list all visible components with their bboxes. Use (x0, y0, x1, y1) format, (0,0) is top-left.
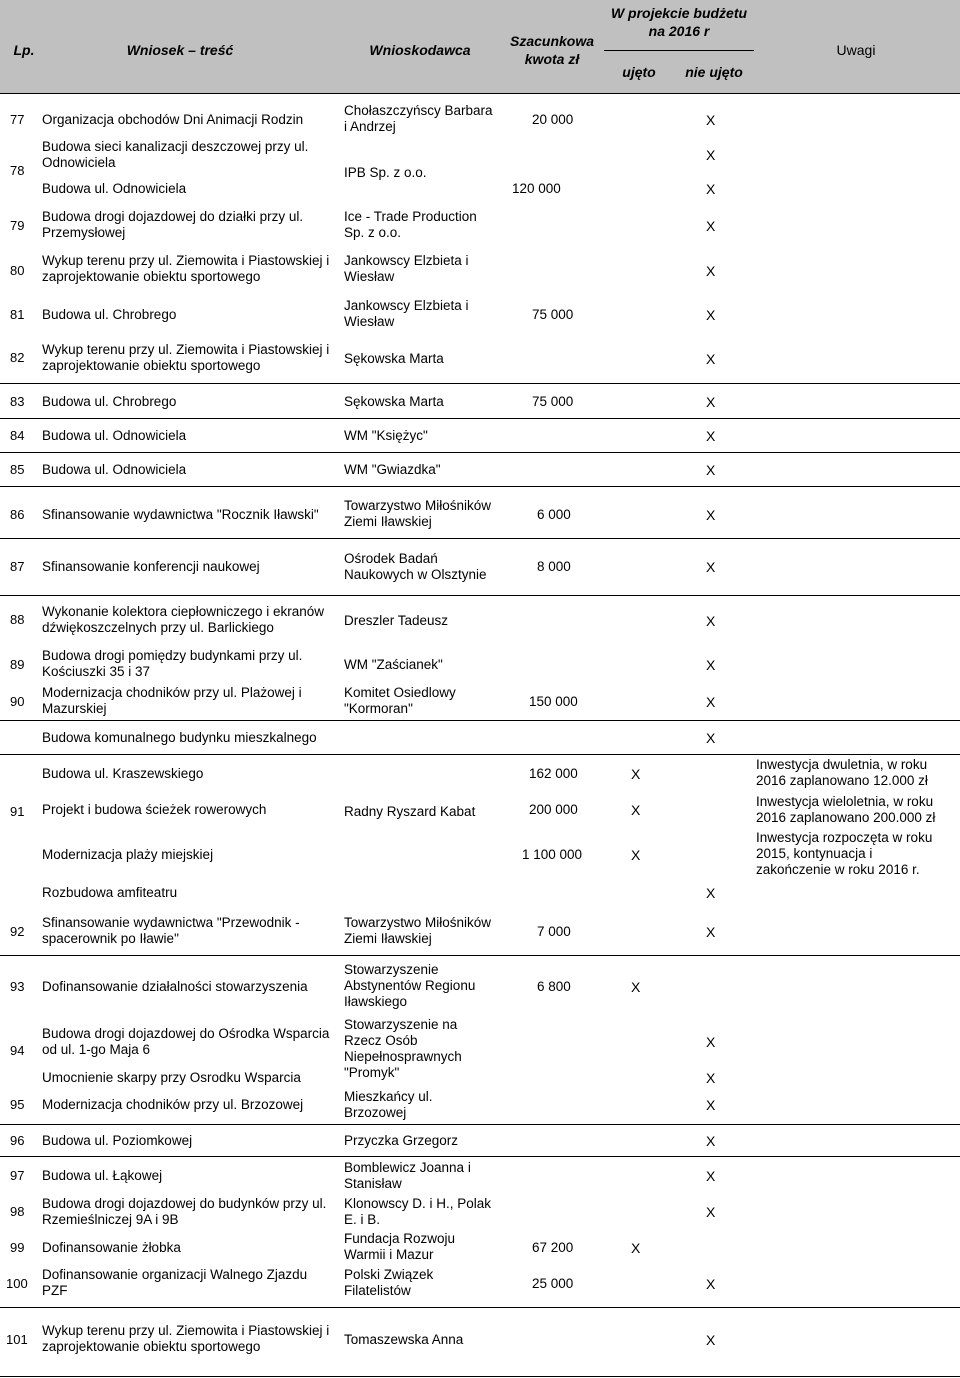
row-94-not-included: X (706, 1034, 716, 1050)
row-94b-not-included: X (706, 1070, 716, 1086)
row-84-not-included: X (706, 428, 716, 444)
row-90-request: Modernizacja chodników przy ul. Plażowej i Mazurskiej (42, 685, 302, 716)
row-87-applicant: Ośrodek Badań Naukowych w Olsztynie (344, 551, 487, 582)
row-88-applicant: Dreszler Tadeusz (344, 613, 449, 628)
row-95-request: Modernizacja chodników przy ul. Brzozowej (42, 1097, 304, 1112)
row-77-applicant: Chołaszczyńscy Barbara i Andrzej (344, 103, 493, 134)
header-estimate: Szacunkowa kwota zł (509, 33, 595, 67)
row-87-request: Sfinansowanie konferencji naukowej (42, 559, 260, 574)
row-80-not-included: X (706, 263, 716, 279)
row-98-request: Budowa drogi dojazdowej do budynków przy ul. Rzemieślniczej 9A i 9B (42, 1196, 327, 1227)
row-84-request: Budowa ul. Odnowiciela (42, 428, 187, 443)
row-91d-included: X (631, 847, 641, 863)
row-94b-request: Umocnienie skarpy przy Osrodku Wsparcia (42, 1070, 301, 1085)
row-divider (0, 486, 960, 487)
row-divider (0, 754, 960, 755)
row-83-not-included: X (706, 394, 716, 410)
row-83-amount: 75 000 (532, 394, 574, 409)
row-81-lp: 81 (10, 307, 25, 322)
row-78-not-included: X (706, 147, 716, 163)
row-89-applicant: WM "Zaścianek" (344, 657, 443, 672)
row-94-request: Budowa drogi dojazdowej do Ośrodka Wsparcia od ul. 1-go Maja 6 (42, 1026, 330, 1057)
row-95-lp: 95 (10, 1097, 25, 1112)
row-83-lp: 83 (10, 394, 25, 409)
row-97-request: Budowa ul. Łąkowej (42, 1168, 163, 1183)
row-82-not-included: X (706, 351, 716, 367)
header-divider (604, 50, 754, 51)
row-98-lp: 98 (10, 1204, 25, 1219)
row-91a-not-included: X (706, 730, 716, 746)
header-included: ujęto (622, 64, 656, 80)
row-93-request: Dofinansowanie działalności stowarzyszenia (42, 979, 308, 994)
row-divider (0, 93, 960, 94)
row-96-request: Budowa ul. Poziomkowej (42, 1133, 193, 1148)
row-97-not-included: X (706, 1168, 716, 1184)
row-91b-amount: 162 000 (529, 766, 578, 781)
row-99-amount: 67 200 (532, 1240, 574, 1255)
row-93-lp: 93 (10, 979, 25, 994)
row-93-amount: 6 800 (537, 979, 571, 994)
row-79-applicant: Ice - Trade Production Sp. z o.o. (344, 209, 477, 240)
row-91-lp: 91 (10, 804, 25, 819)
row-97-applicant: Bomblewicz Joanna i Stanisław (344, 1160, 471, 1191)
row-92-lp: 92 (10, 924, 25, 939)
row-81-request: Budowa ul. Chrobrego (42, 307, 177, 322)
row-82-request: Wykup terenu przy ul. Ziemowita i Piastowskiej i zaprojektowanie obiektu sportowego (42, 342, 330, 373)
row-divider (0, 1124, 960, 1125)
row-90-amount: 150 000 (529, 694, 578, 709)
row-94-lp: 94 (10, 1043, 25, 1058)
row-85-applicant: WM "Gwiazdka" (344, 462, 441, 477)
row-78b-amount: 120 000 (512, 181, 561, 196)
row-divider (0, 1376, 960, 1377)
row-88-request: Wykonanie kolektora ciepłowniczego i ekranów dźwiękoszczelnych przy ul. Barlickiego (42, 604, 325, 635)
row-91d-remark: Inwestycja rozpoczęta w roku 2015, kontynuacja i zakończenie w roku 2016 r. (756, 830, 933, 877)
row-87-not-included: X (706, 559, 716, 575)
row-100-lp: 100 (6, 1276, 28, 1291)
row-divider (0, 418, 960, 419)
row-77-lp: 77 (10, 112, 25, 127)
row-89-not-included: X (706, 657, 716, 673)
row-86-amount: 6 000 (537, 507, 571, 522)
row-78b-not-included: X (706, 181, 716, 197)
row-100-not-included: X (706, 1276, 716, 1292)
row-91-applicant: Radny Ryszard Kabat (344, 804, 476, 819)
row-89-request: Budowa drogi pomiędzy budynkami przy ul. Kościuszki 35 i 37 (42, 648, 303, 679)
row-94-applicant: Stowarzyszenie na Rzecz Osób Niepełnosprawnych "Promyk" (344, 1017, 462, 1080)
row-96-applicant: Przyczka Grzegorz (344, 1133, 459, 1148)
row-divider (0, 1156, 960, 1157)
row-96-not-included: X (706, 1133, 716, 1149)
row-98-not-included: X (706, 1204, 716, 1220)
row-79-request: Budowa drogi dojazdowej do działki przy ul. Przemysłowej (42, 209, 304, 240)
row-divider (0, 538, 960, 539)
header-lp: Lp. (13, 42, 35, 58)
row-90-not-included: X (706, 694, 716, 710)
row-91b-request: Budowa ul. Kraszewskiego (42, 766, 204, 781)
row-91b-included: X (631, 766, 641, 782)
row-86-request: Sfinansowanie wydawnictwa "Rocznik Iławski" (42, 507, 319, 522)
row-78-request: Budowa sieci kanalizacji deszczowej przy ul. Odnowiciela (42, 139, 309, 170)
row-87-lp: 87 (10, 559, 25, 574)
row-79-not-included: X (706, 218, 716, 234)
row-divider (0, 955, 960, 956)
row-85-lp: 85 (10, 462, 25, 477)
row-100-request: Dofinansowanie organizacji Walnego Zjazdu PZF (42, 1267, 308, 1298)
row-divider (0, 1307, 960, 1308)
row-divider (0, 383, 960, 384)
table-header (0, 0, 960, 93)
row-91c-request: Projekt i budowa ścieżek rowerowych (42, 802, 267, 817)
row-100-amount: 25 000 (532, 1276, 574, 1291)
row-77-not-included: X (706, 112, 716, 128)
row-101-not-included: X (706, 1332, 716, 1348)
row-81-not-included: X (706, 307, 716, 323)
row-92-request: Sfinansowanie wydawnictwa "Przewodnik - spacerownik po Iławie" (42, 915, 300, 946)
row-93-applicant: Stowarzyszenie Abstynentów Regionu Iławskiego (344, 962, 476, 1009)
header-not-included: nie ujęto (685, 64, 743, 80)
row-95-not-included: X (706, 1097, 716, 1113)
row-92-amount: 7 000 (537, 924, 571, 939)
row-86-applicant: Towarzystwo Miłośników Ziemi Iławskiej (344, 498, 492, 529)
row-78-applicant: IPB Sp. z o.o. (344, 165, 427, 180)
row-77-amount: 20 000 (532, 112, 574, 127)
row-101-request: Wykup terenu przy ul. Ziemowita i Piastowskiej i zaprojektowanie obiektu sportowego (42, 1323, 330, 1354)
row-87-amount: 8 000 (537, 559, 571, 574)
row-97-lp: 97 (10, 1168, 25, 1183)
row-91d-request: Modernizacja plaży miejskiej (42, 847, 214, 862)
row-85-not-included: X (706, 462, 716, 478)
row-99-request: Dofinansowanie żłobka (42, 1240, 181, 1255)
row-91b-remark: Inwestycja dwuletnia, w roku 2016 zaplanowano 12.000 zł (756, 757, 928, 788)
row-divider (0, 720, 960, 721)
row-98-applicant: Klonowscy D. i H., Polak E. i B. (344, 1196, 492, 1227)
row-93-included: X (631, 979, 641, 995)
row-divider (0, 595, 960, 596)
row-90-lp: 90 (10, 694, 25, 709)
row-88-not-included: X (706, 613, 716, 629)
row-92-applicant: Towarzystwo Miłośników Ziemi Iławskiej (344, 915, 492, 946)
row-101-applicant: Tomaszewska Anna (344, 1332, 464, 1347)
row-91a-request: Budowa komunalnego budynku mieszkalnego (42, 730, 317, 745)
header-applicant: Wnioskodawca (369, 42, 471, 58)
row-99-applicant: Fundacja Rozwoju Warmii i Mazur (344, 1231, 456, 1262)
row-101-lp: 101 (6, 1332, 28, 1347)
row-85-request: Budowa ul. Odnowiciela (42, 462, 187, 477)
row-80-applicant: Jankowscy Elzbieta i Wiesław (344, 253, 469, 284)
row-79-lp: 79 (10, 218, 25, 233)
row-89-lp: 89 (10, 657, 25, 672)
row-82-lp: 82 (10, 350, 25, 365)
row-91c-remark: Inwestycja wieloletnia, w roku 2016 zaplanowano 200.000 zł (756, 794, 936, 825)
row-96-lp: 96 (10, 1133, 25, 1148)
header-request: Wniosek – treść (126, 42, 234, 58)
row-81-amount: 75 000 (532, 307, 574, 322)
row-88-lp: 88 (10, 612, 25, 627)
header-remarks: Uwagi (836, 42, 876, 58)
header-budget-group: W projekcie budżetu na 2016 r (610, 5, 748, 39)
row-91e-request: Rozbudowa amfiteatru (42, 885, 178, 900)
row-86-not-included: X (706, 507, 716, 523)
row-78-lp: 78 (10, 163, 25, 178)
row-99-included: X (631, 1240, 641, 1256)
row-82-applicant: Sękowska Marta (344, 351, 444, 366)
row-81-applicant: Jankowscy Elzbieta i Wiesław (344, 298, 469, 329)
row-divider (0, 452, 960, 453)
row-92-not-included: X (706, 924, 716, 940)
row-80-lp: 80 (10, 263, 25, 278)
row-78b-request: Budowa ul. Odnowiciela (42, 181, 187, 196)
row-91c-included: X (631, 802, 641, 818)
row-100-applicant: Polski Związek Filatelistów (344, 1267, 434, 1298)
row-99-lp: 99 (10, 1240, 25, 1255)
row-83-request: Budowa ul. Chrobrego (42, 394, 177, 409)
row-80-request: Wykup terenu przy ul. Ziemowita i Piastowskiej i zaprojektowanie obiektu sportowego (42, 253, 330, 284)
row-91e-not-included: X (706, 885, 716, 901)
row-95-applicant: Mieszkańcy ul. Brzozowej (344, 1089, 433, 1120)
row-86-lp: 86 (10, 507, 25, 522)
row-91d-amount: 1 100 000 (522, 847, 583, 862)
row-84-lp: 84 (10, 428, 25, 443)
row-77-request: Organizacja obchodów Dni Animacji Rodzin (42, 112, 304, 127)
row-83-applicant: Sękowska Marta (344, 394, 444, 409)
row-84-applicant: WM "Księżyc" (344, 428, 428, 443)
row-90-applicant: Komitet Osiedlowy "Kormoran" (344, 685, 456, 716)
row-91c-amount: 200 000 (529, 802, 578, 817)
